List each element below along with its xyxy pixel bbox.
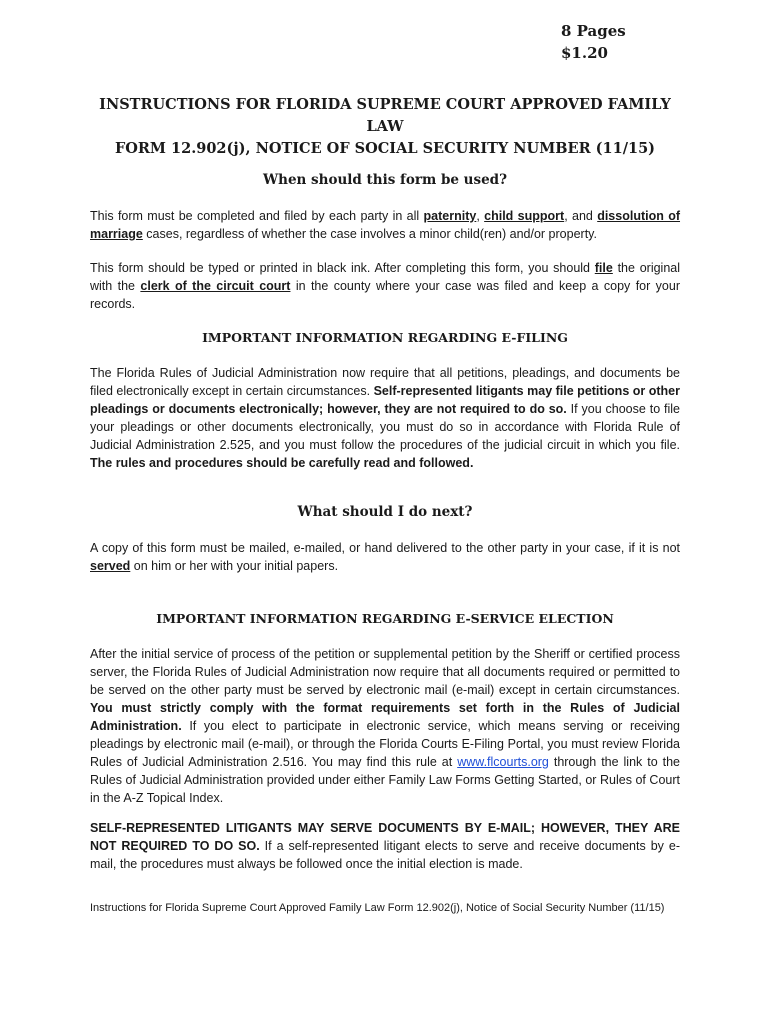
heading-what-next: What should I do next?: [297, 504, 473, 520]
paragraph-e-service: After the initial service of process of the petition or supplemental petition by the Sheriff or certified process server, the Florida Rules of Judicial Administration now require that all documents required or permitted to be served on the other party must be served by electronic mail (e-mail) except in certain circumstances. You must strictly comply with the format requirements set forth in the Rules of Judicial Administration. If you elect to participate in electronic service, which means serving or receiving pleadings by electronic mail (e-mail), or through the Florida Courts E-Filing Portal, you must review Florida Rules of Judicial Administration 2.516. You may find this rule at www.flcourts.org through the link to the Rules of Judicial Administration provided under either Family Law Forms Getting Started, or Rules of Court in the A-Z Topical Index.: [90, 647, 680, 805]
term-file: file: [594, 261, 613, 275]
heading-when-used: When should this form be used?: [262, 172, 508, 188]
title-line-2: FORM 12.902(j), NOTICE OF SOCIAL SECURITY NUMBER (11/15): [114, 140, 656, 157]
price: $1.20: [561, 44, 608, 62]
term-clerk-of-circuit-court: clerk of the circuit court: [140, 279, 291, 293]
page-count-price: [561, 20, 626, 64]
paragraph-e-filing: The Florida Rules of Judicial Administration now require that all petitions, pleadings, and documents be filed electronically except in certain circumstances. Self-represented litigants may file petitions or other pleadings or documents electronically; however, they are not required to do so. If you choose to file your pleadings or other documents electronically, you must do so in accordance with Florida Rule of Judicial Administration 2.525, and you must follow the procedures of the judicial circuit in which you file. The rules and procedures should be carefully read and followed.: [90, 366, 680, 470]
heading-e-service: IMPORTANT INFORMATION REGARDING E-SERVICE ELECTION: [156, 611, 614, 626]
paragraph-form-usage: This form must be completed and filed by each party in all paternity, child support, and dissolution of marriage cases, regardless of whether the case involves a minor child(ren) and/or property.: [90, 209, 681, 241]
title-line-1: INSTRUCTIONS FOR FLORIDA SUPREME COURT APPROVED FAMILY LAW: [99, 96, 671, 135]
term-dissolution-of-marriage: dissolution of marriage: [90, 209, 681, 241]
paragraph-filing: This form should be typed or printed in black ink. After completing this form, you should file the original with the clerk of the circuit court in the county where your case was filed and keep a copy for your records.: [90, 261, 681, 311]
document-title: [80, 94, 690, 160]
paragraph-self-represented: SELF-REPRESENTED LITIGANTS MAY SERVE DOCUMENTS BY E-MAIL; HOWEVER, THEY ARE NOT REQUIRED TO DO SO. If a self-represented litigant elects to serve and receive documents by e-mail, the procedures must always be followed once the initial election is made.: [90, 821, 680, 871]
term-child-support: child support: [484, 209, 565, 223]
flcourts-link[interactable]: www.flcourts.org: [457, 755, 549, 769]
term-paternity: paternity: [423, 209, 477, 223]
term-served: served: [90, 559, 131, 573]
page-footer: Instructions for Florida Supreme Court Approved Family Law Form 12.902(j), Notice of Social Security Number (11/15): [90, 902, 665, 914]
heading-e-filing: IMPORTANT INFORMATION REGARDING E-FILING: [202, 330, 568, 345]
paragraph-what-next: A copy of this form must be mailed, e-mailed, or hand delivered to the other party in your case, if it is not served on him or her with your initial papers.: [90, 541, 680, 573]
page-count: 8 Pages: [561, 22, 626, 40]
